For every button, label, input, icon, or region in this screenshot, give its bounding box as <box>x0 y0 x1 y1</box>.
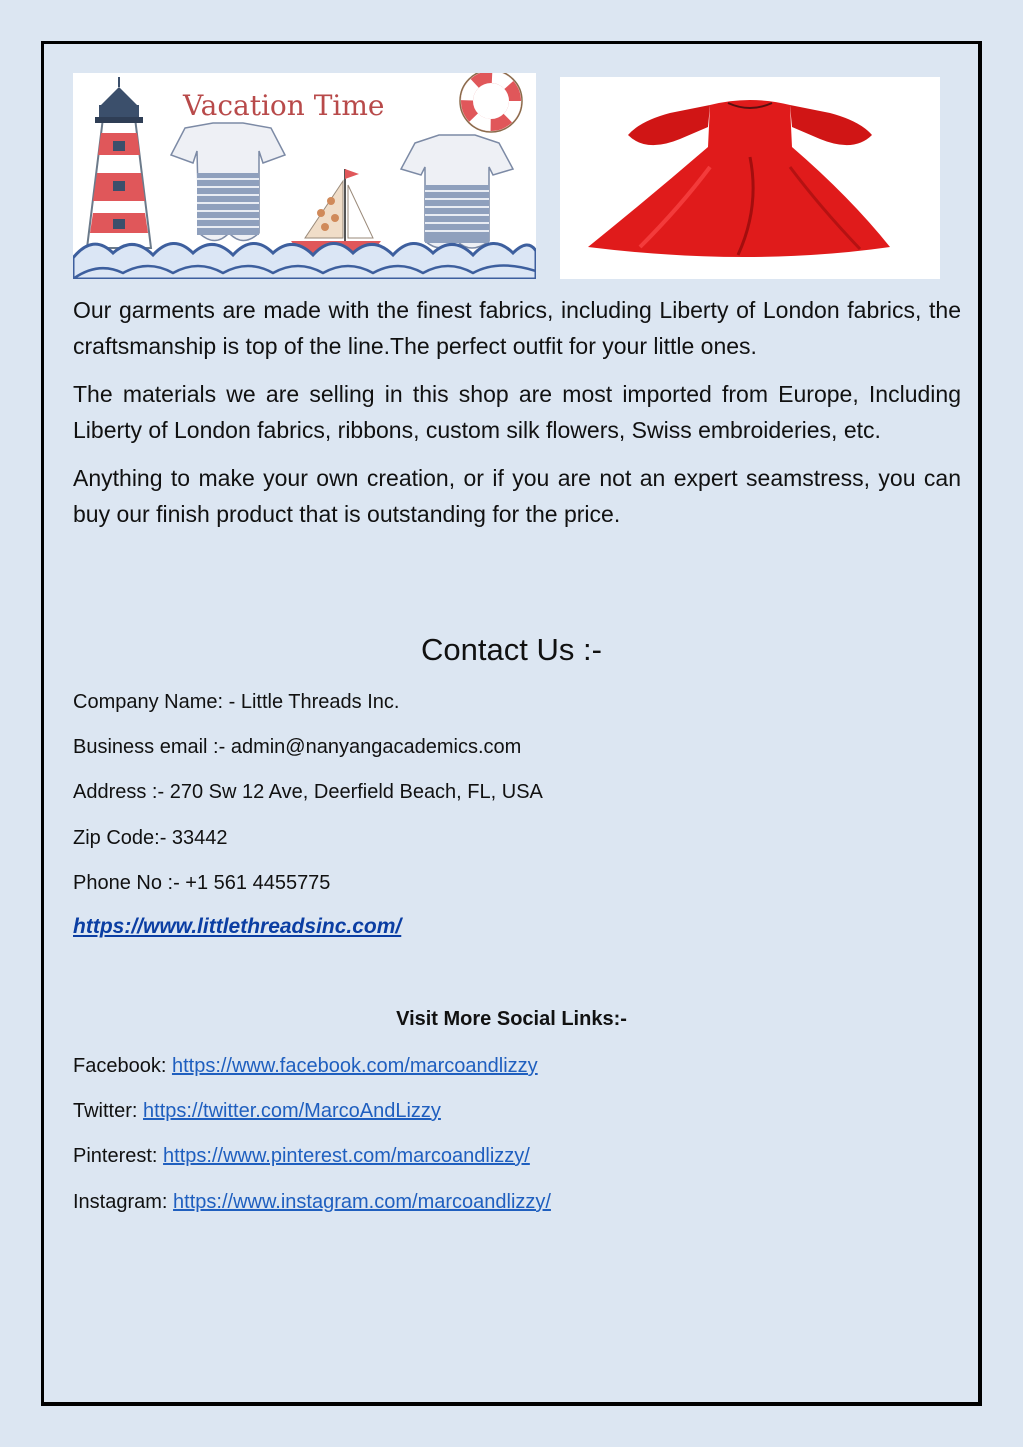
paragraph-fabrics: Our garments are made with the finest fabrics, including Liberty of London fabrics, the craftsmanship is top of the line.The perfect outfit for your little ones. <box>73 297 961 359</box>
life-ring-icon <box>460 73 522 132</box>
phone-number: Phone No :- +1 561 4455775 <box>73 872 331 894</box>
pinterest-label: Pinterest: <box>73 1145 158 1167</box>
zip-code: Zip Code:- 33442 <box>73 827 228 849</box>
business-email: Business email :- admin@nanyangacademics.com <box>73 736 522 758</box>
red-dress-image <box>560 77 940 279</box>
website-link[interactable]: https://www.littlethreadsinc.com/ <box>73 915 402 938</box>
banner-title: Vacation Time <box>183 89 385 122</box>
company-name: Company Name: - Little Threads Inc. <box>73 691 400 713</box>
address: Address :- 270 Sw 12 Ave, Deerfield Beach, FL, USA <box>73 781 543 803</box>
twitter-row <box>73 1097 441 1125</box>
instagram-label: Instagram: <box>73 1191 168 1213</box>
facebook-row <box>73 1052 538 1080</box>
instagram-row <box>73 1188 551 1216</box>
striped-romper-icon <box>401 135 513 248</box>
twitter-link[interactable]: https://twitter.com/MarcoAndLizzy <box>143 1100 441 1122</box>
facebook-label: Facebook: <box>73 1055 167 1077</box>
facebook-link[interactable]: https://www.facebook.com/marcoandlizzy <box>171 1055 538 1077</box>
waves-icon <box>73 243 536 279</box>
paragraph-materials: The materials we are selling in this shop are most imported from Europe, Including Liberty of London fabrics, ribbons, custom silk flowers, Swiss embroideries, etc. <box>73 381 961 443</box>
social-links-heading: Visit More Social Links:- <box>396 1008 627 1030</box>
pinterest-link[interactable]: https://www.pinterest.com/marcoandlizzy/ <box>163 1145 530 1167</box>
striped-romper-icon <box>171 123 285 241</box>
twitter-label: Twitter: <box>73 1100 138 1122</box>
description-section <box>73 292 961 544</box>
vacation-time-banner <box>73 73 536 279</box>
paragraph-creation: Anything to make your own creation, or if you are not an expert seamstress, you can buy our finish product that is outstanding for the price. <box>73 465 961 527</box>
contact-heading: Contact Us :- <box>421 632 602 667</box>
pinterest-row <box>73 1142 530 1170</box>
vacation-banner-illustration <box>73 73 536 279</box>
instagram-link[interactable]: https://www.instagram.com/marcoandlizzy/ <box>173 1191 551 1213</box>
lighthouse-icon <box>87 77 151 248</box>
